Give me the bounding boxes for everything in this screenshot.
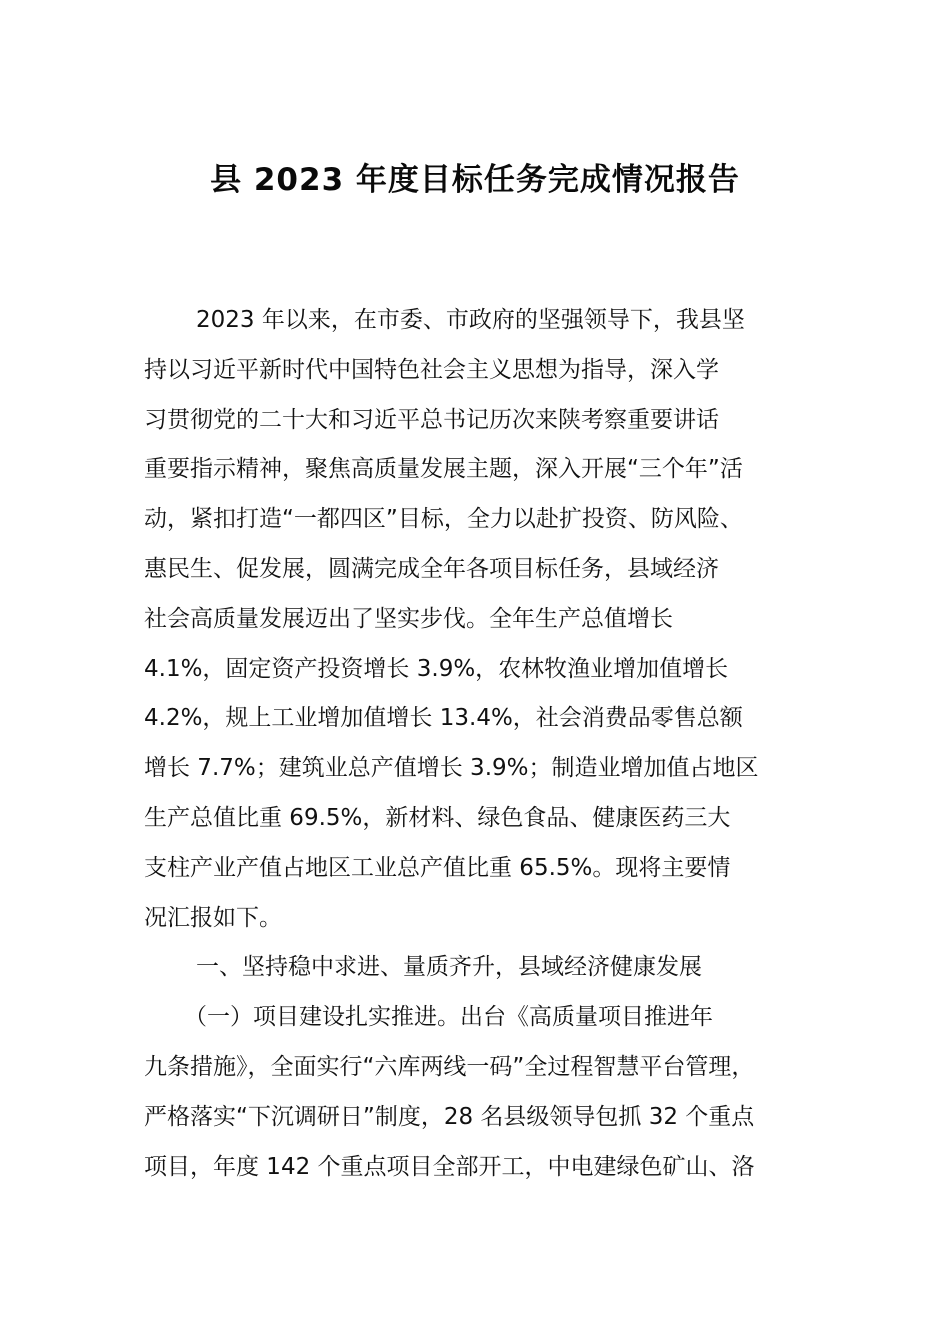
paragraph-line: 项目，年度 142 个重点项目全部开工，中电建绿色矿山、洛 [144, 1153, 755, 1180]
paragraph-line: 动，紧扣打造“一都四区”目标，全力以赴扩投资、防风险、 [144, 506, 743, 533]
section-heading: 一、坚持稳中求进、量质齐升，县域经济健康发展 [196, 954, 702, 981]
paragraph-line: 九条措施》，全面实行“六库两线一码”全过程智慧平台管理， [144, 1053, 755, 1080]
document-body [144, 296, 824, 1192]
paragraph-line: 增长 7.7%；建筑业总产值增长 3.9%；制造业增加值占地区 [144, 755, 759, 782]
paragraph-line: 支柱产业产值占地区工业总产值比重 65.5%。现将主要情 [144, 854, 731, 881]
paragraph-line: 生产总值比重 69.5%，新材料、绿色食品、健康医药三大 [144, 804, 731, 831]
paragraph-line: 4.1%，固定资产投资增长 3.9%，农林牧渔业增加值增长 [144, 655, 729, 682]
paragraph-line: 2023 年以来，在市委、市政府的坚强领导下，我县坚 [196, 307, 745, 333]
paragraph-line: 重要指示精神，聚焦高质量发展主题，深入开展“三个年”活 [144, 456, 743, 483]
paragraph-line: 4.2%，规上工业增加值增长 13.4%，社会消费品零售总额 [144, 705, 743, 732]
paragraph-line: 习贯彻党的二十大和习近平总书记历次来陕考察重要讲话 [144, 406, 719, 433]
paragraph-line: 况汇报如下。 [144, 904, 282, 931]
paragraph-line: 惠民生、促发展，圆满完成全年各项目标任务，县域经济 [144, 555, 719, 582]
document-title: 县 2023 年度目标任务完成情况报告 [210, 162, 740, 198]
paragraph-line: 严格落实“下沉调研日”制度，28 名县级领导包抓 32 个重点 [144, 1103, 755, 1130]
paragraph-line: 社会高质量发展迈出了坚实步伐。全年生产总值增长 [144, 605, 673, 632]
paragraph-line: （一）项目建设扎实推进。出台《高质量项目推进年 [184, 1004, 713, 1031]
paragraph-line: 持以习近平新时代中国特色社会主义思想为指导，深入学 [144, 356, 719, 383]
